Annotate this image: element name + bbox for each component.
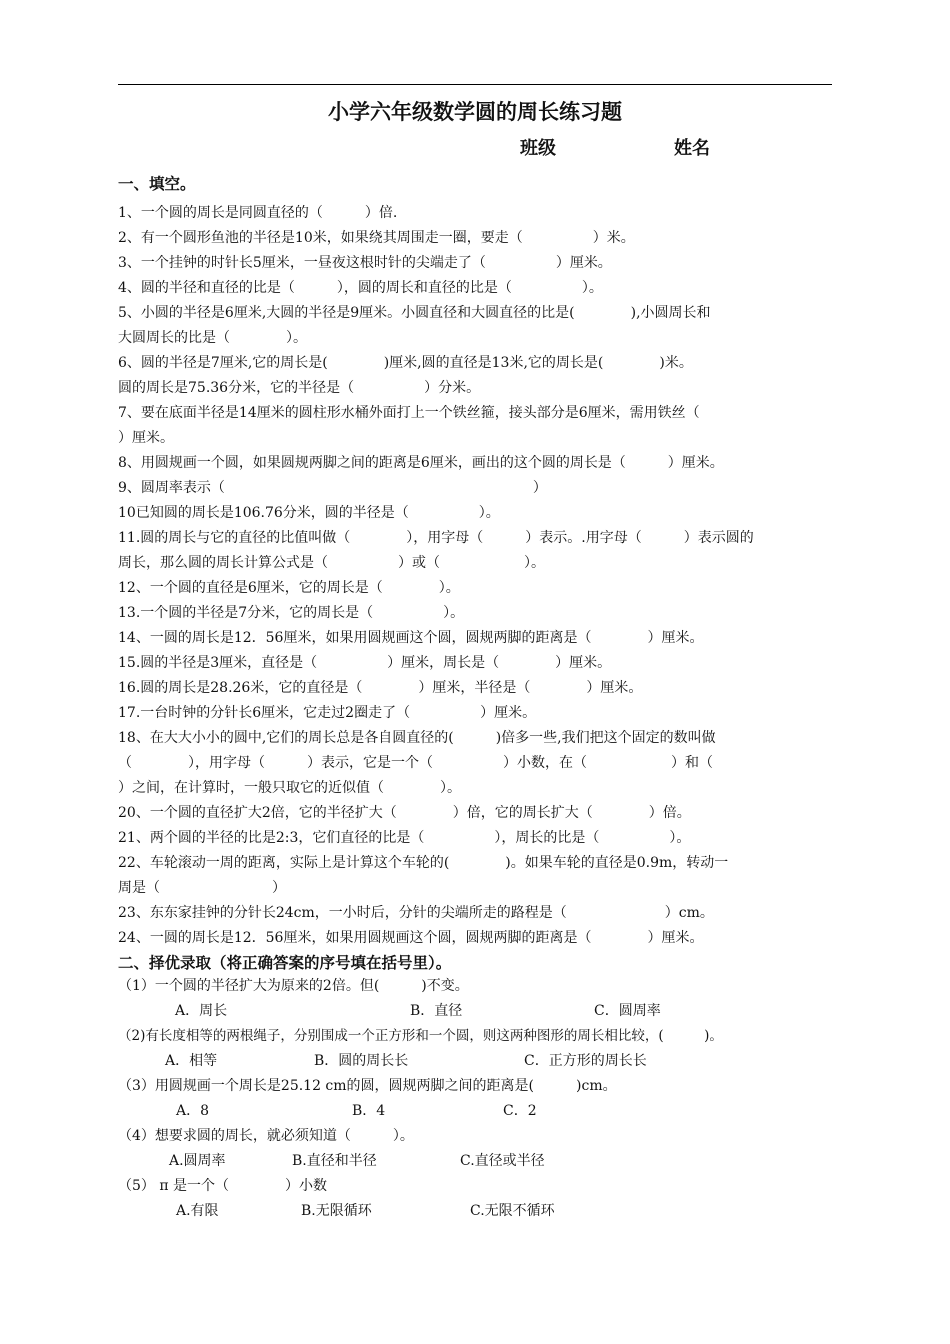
fill-line: 6、圆的半径是7厘米,它的周长是( )厘米,圆的直径是13米,它的周长是( )米。 (118, 355, 693, 371)
choice-option: A．周长 (175, 1003, 228, 1019)
fill-line: 12、一个圆的直径是6厘米，它的周长是（ ）。 (118, 580, 460, 596)
fill-line: 周长，那么圆的周长计算公式是（ ）或（ ）。 (118, 555, 545, 571)
choice-option: C.无限不循环 (470, 1203, 555, 1219)
fill-line: 18、在大大小小的圆中,它们的周长总是各自圆直径的( )倍多一些,我们把这个固定的数叫做 (118, 730, 716, 746)
choice-option: B．圆的周长长 (314, 1053, 409, 1069)
section2-heading: 二、择优录取（将正确答案的序号填在括号里）。 (118, 954, 452, 972)
choice-option: C．正方形的周长长 (524, 1053, 647, 1069)
fill-line: 7、要在底面半径是14厘米的圆柱形水桶外面打上一个铁丝箍，接头部分是6厘米，需用铁丝（ (118, 405, 700, 421)
fill-line: 15.圆的半径是3厘米，直径是（ ）厘米，周长是（ ）厘米。 (118, 655, 612, 671)
fill-line: 大圆周长的比是（ ）。 (118, 330, 307, 346)
fill-line: 圆的周长是75.36分米，它的半径是（ ）分米。 (118, 380, 481, 396)
fill-line: 4、圆的半径和直径的比是（ ），圆的周长和直径的比是（ ）。 (118, 280, 603, 296)
name-label: 姓名 (674, 138, 710, 159)
fill-line: ）之间，在计算时，一般只取它的近似值（ ）。 (118, 780, 461, 796)
fill-line: 3、一个挂钟的时针长5厘米，一昼夜这根时针的尖端走了（ ）厘米。 (118, 255, 612, 271)
choice-question: （2)有长度相等的两根绳子，分别围成一个正方形和一个圆，则这两种图形的周长相比较，( )。 (118, 1028, 723, 1044)
fill-line: 22、车轮滚动一周的距离，实际上是计算这个车轮的( )。如果车轮的直径是0.9m，转动一 (118, 855, 729, 871)
fill-line: 1、一个圆的周长是同圆直径的（ ）倍. (118, 205, 398, 221)
fill-line: 16.圆的周长是28.26米，它的直径是（ ）厘米，半径是（ ）厘米。 (118, 680, 643, 696)
fill-line: 23、东东家挂钟的分针长24cm，一小时后，分针的尖端所走的路程是（ ）cm。 (118, 905, 714, 921)
section1-heading: 一、填空。 (118, 175, 196, 193)
fill-line: 周是（ ） (118, 880, 286, 896)
choice-option: B．4 (352, 1103, 386, 1119)
choice-option: A．相等 (165, 1053, 218, 1069)
choice-option: B.直径和半径 (292, 1153, 377, 1169)
fill-line: 14、一圆的周长是12．56厘米，如果用圆规画这个圆，圆规两脚的距离是（ ）厘米。 (118, 630, 704, 646)
fill-line: 24、一圆的周长是12．56厘米，如果用圆规画这个圆，圆规两脚的距离是（ ）厘米。 (118, 930, 704, 946)
fill-line: 5、小圆的半径是6厘米,大圆的半径是9厘米。小圆直径和大圆直径的比是( ),小圆周长和 (118, 305, 711, 321)
choice-option: A．8 (176, 1103, 210, 1119)
fill-line: 10已知圆的周长是106.76分米，圆的半径是（ ）。 (118, 505, 500, 521)
fill-line: （ ），用字母（ ）表示，它是一个（ ）小数，在（ ）和（ (118, 755, 713, 771)
choice-question: （3）用圆规画一个周长是25.12 cm的圆，圆规两脚之间的距离是( )cm。 (118, 1078, 617, 1094)
fill-line: ）厘米。 (118, 430, 174, 446)
fill-line: 21、两个圆的半径的比是2:3，它们直径的比是（ ），周长的比是（ ）。 (118, 830, 691, 846)
choice-option: B.无限循环 (301, 1203, 372, 1219)
fill-line: 11.圆的周长与它的直径的比值叫做（ ），用字母（ ）表示。.用字母（ ）表示圆的 (118, 530, 754, 546)
choice-option: B．直径 (410, 1003, 463, 1019)
choice-option: A.圆周率 (169, 1153, 226, 1169)
fill-line: 8、用圆规画一个圆，如果圆规两脚之间的距离是6厘米，画出的这个圆的周长是（ ）厘米。 (118, 455, 724, 471)
fill-line: 2、有一个圆形鱼池的半径是10米，如果绕其周围走一圈，要走（ ）米。 (118, 230, 635, 246)
choice-question: （1）一个圆的半径扩大为原来的2倍。但( )不变。 (118, 978, 469, 994)
fill-line: 20、一个圆的直径扩大2倍，它的半径扩大（ ）倍，它的周长扩大（ ）倍。 (118, 805, 691, 821)
fill-line: 17.一台时钟的分针长6厘米，它走过2圈走了（ ）厘米。 (118, 705, 537, 721)
choice-option: C．2 (503, 1103, 537, 1119)
fill-line: 9、圆周率表示（ ） (118, 480, 547, 496)
top-rule (118, 84, 832, 85)
class-label: 班级 (520, 138, 556, 159)
choice-option: C.直径或半径 (460, 1153, 545, 1169)
page-title: 小学六年级数学圆的周长练习题 (328, 100, 622, 124)
choice-question: （5） π 是一个（ ）小数 (118, 1178, 328, 1194)
choice-option: A.有限 (176, 1203, 219, 1219)
fill-line: 13.一个圆的半径是7分米，它的周长是（ ）。 (118, 605, 465, 621)
choice-option: C．圆周率 (594, 1003, 661, 1019)
choice-question: （4）想要求圆的周长，就必须知道（ ）。 (118, 1128, 414, 1144)
